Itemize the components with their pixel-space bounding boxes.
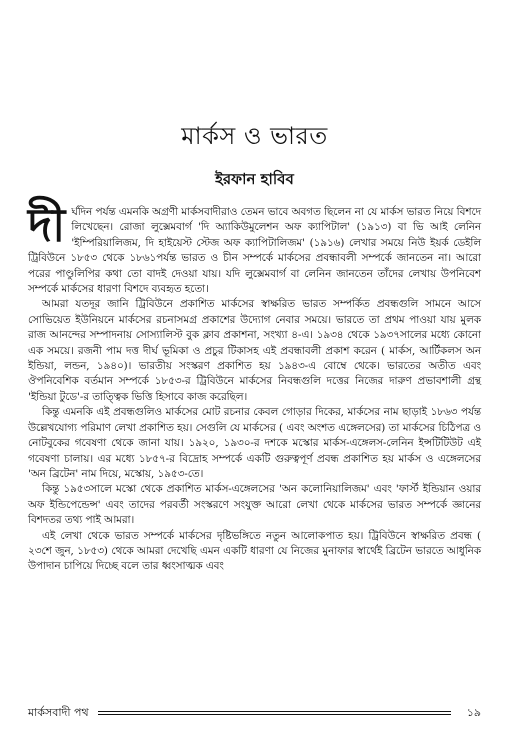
paragraph-3: কিন্তু এমনকি এই প্রবন্ধগুলিও মার্কসের মোট রচনার কেবল গোড়ার দিকের, মার্কসের নাম ছাড়াই ১৮৬৩ পর্যন্ত উল্লেখযোগ্য পরিমাণ লেখা প্রকাশিত হয়। সেগুলি যে মার্কসের ( এবং অংশত এঙ্গেলসের) তা মার্কসের চিঠিপত্র ও নোটবুকের গবেষণা থেকে জানা যায়। ১৯২০, ১৯৩০-র দশকে মস্কোর মার্কস-এঙ্গেলস-লেনিন ইন্সটিটিউট এই গবেষণা চালায়। এর মধ্যে ১৮৫৭-র বিদ্রোহ সম্পর্কে একটি গুরুত্বপূর্ণ প্রবন্ধ প্রকাশিত হয় মার্কস ও এঙ্গেলসের 'অন ব্রিটেন' নাম দিয়ে, মস্কোয়, ১৯৫৩-তে।: [28, 406, 481, 480]
article-body: [28, 198, 481, 575]
drop-cap: দী: [28, 198, 66, 252]
paragraph-4: কিন্তু ১৯৫৩সালে মস্কো থেকে প্রকাশিত মার্কস-এঙ্গেলসের 'অন কলোনিয়ালিজম' এবং 'ফার্স্ট ইন্ডিয়ান ওয়ার অফ ইন্ডিপেন্ডেন্স' এবং তাদের পরবর্তী সংস্করণে সংযুক্ত আরো লেখা থেকে মার্কসের ভারত সম্পর্কে জ্ঞানের বিশদতর তথ্য পাই আমরা।: [28, 483, 481, 527]
paragraph-1: [28, 198, 481, 297]
page-number: ১৯: [466, 706, 481, 719]
page-footer: [28, 704, 481, 718]
footer-rule: [98, 711, 451, 715]
paragraph-2: আমরা যতদূর জানি ট্রিবিউনে প্রকাশিত মার্কসের স্বাক্ষরিত ভারত সম্পর্কিত প্রবন্ধগুলি সামনে আসে সোভিয়েত ইউনিয়নে মার্কসের রচনাসমগ্র প্রকাশের উদ্যোগ নেবার সময়ে। ভারতে তা প্রথম পাওয়া যায় মুলক রাজ আনন্দের সম্পাদনায় সোস্যালিস্ট বুক ক্লাব প্রকাশনা, সংখ্যা ৪-এ। ১৯৩৪ থেকে ১৯৩৭সালের মধ্যে কোনো এক সময়ে। রজনী পাম দত্ত দীর্ঘ ভূমিকা ও প্রচুর টিকাসহ এই প্রবন্ধাবলী প্রকাশ করেন ( মার্কস, আর্টিকলস অন ইন্ডিয়া, লন্ডন, ১৯৪০)। ভারতীয় সংস্করণ প্রকাশিত হয় ১৯৪৩-এ বোম্বে থেকে। ভারতের অতীত এবং ঔপনিবেশিক বর্তমান সম্পর্কে ১৮৫৩-র ট্রিবিউনে মার্কসের নিবন্ধগুলি দত্তের নিজের দারুণ প্রভাবশালী গ্রন্থ 'ইন্ডিয়া টুডে'-র তাত্ত্বিক ভিত্তি হিসাবে কাজ করেছিল।: [28, 298, 481, 403]
paragraph-5: এই লেখা থেকে ভারত সম্পর্কে মার্কসের দৃষ্টিভঙ্গিতে নতুন আলোকপাত হয়। ট্রিবিউনে স্বাক্ষরিত প্রবন্ধ ( ২৩শে জুন, ১৮৫৩) থেকে আমরা দেখেছি এমন একটি ধারণা যে নিজের মুনাফার স্বার্থেই ব্রিটেন ভারতে আধুনিক উপাদান চাপিয়ে দিচ্ছে বলে তার ধ্বংসাত্মক এবং: [28, 529, 481, 573]
paragraph-1-text: র্ঘদিন পর্যন্ত এমনকি অগ্রণী মার্কসবাদীরাও তেমন ভাবে অবগত ছিলেন না যে মার্কস ভারত নিয়ে বিশদে লিখেছেন। রোজা লুক্সেমবার্গ 'দি অ্যাকিউমুলেশন অফ ক্যাপিটাল' (১৯১৩) বা ভি আই লেনিন 'ইম্পিরিয়ালিজম, দি হাইয়েস্ট স্টেজ অফ ক্যাপিটালিজম' (১৯১৬) লেখার সময়ে নিউ ইয়র্ক ডেইলি ট্রিবিউনে ১৮৫৩ থেকে ১৮৬১পর্যন্ত ভারত ও চীন সম্পর্কে মার্কসের প্রবন্ধাবলী সম্পর্কে জানতেন না। আরো পরের পাণ্ডুলিপির কথা তো বাদই দেওয়া যায়। যদি লুক্সেমবার্গ বা লেনিন জানতেন তাঁদের লেখায় উপনিবেশ সম্পর্কে মার্কসের ধারণা বিশদে ব্যবহৃত হতো।: [28, 206, 481, 296]
article-title: মার্কস ও ভারত: [181, 122, 328, 150]
article-author: ইরফান হাবিব: [215, 170, 294, 188]
journal-name: মার্কসবাদী পথ: [28, 706, 89, 719]
